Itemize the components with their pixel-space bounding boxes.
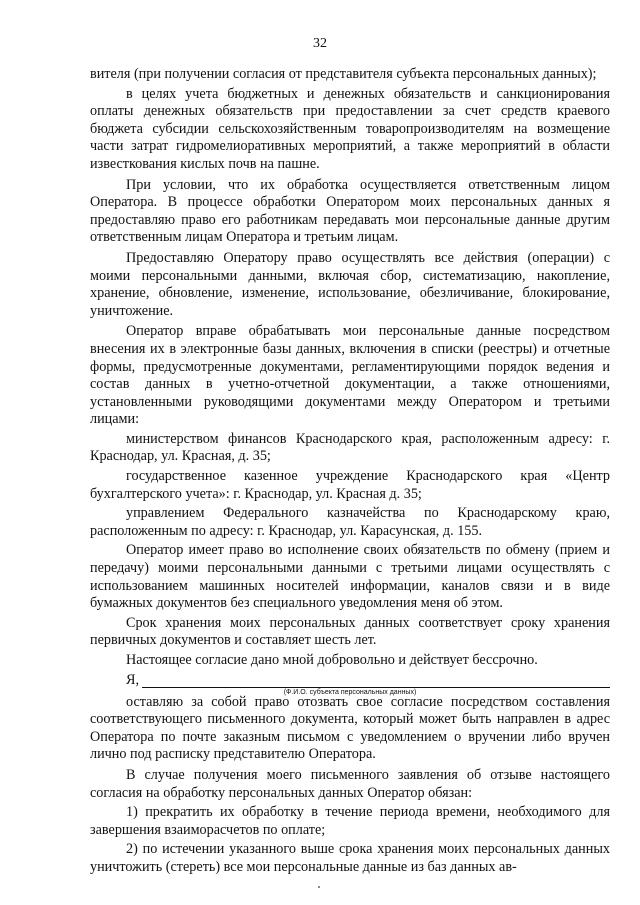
- paragraph-processing-condition: При условии, что их обработка осуществляется ответственным лицом Оператора. В процессе обработки Оператором моих персональных данных я предоставляю право его работникам передавать мои персональные данные другим ответственным лицам Оператора и третьим лицам.: [90, 176, 610, 246]
- paragraph-database-entry: Оператор вправе обрабатывать мои персональные данные посредством внесения их в электронные базы данных, включения в списки (реестры) и отчетные формы, предусмотренные документами, регламентирующими порядок ведения и состав данных в учетно-отчетной документации, а также отношениями, установленными руководящими документами между Оператором и третьими лицами:: [90, 323, 610, 428]
- signature-line: [90, 672, 610, 694]
- paragraph-operator-rights: Предоставляю Оператору право осуществлять все действия (операции) с моими персональными данными, включая сбор, систематизацию, накопление, хранение, обновление, изменение, использование, обезличивание, блокирование, уничтожение.: [90, 249, 610, 319]
- paragraph-treasury: управлением Федерального казначейства по Краснодарскому краю, расположенным по адресу: г. Краснодар, ул. Карасунская, д. 155.: [90, 505, 610, 539]
- signature-caption: (Ф.И.О. субъекта персональных данных): [283, 688, 417, 696]
- paragraph-ministry-finance: министерством финансов Краснодарского края, расположенным адресу: г. Краснодар, ул. Красная, д. 35;: [90, 430, 610, 465]
- paragraph-obligation-2: 2) по истечении указанного выше срока хранения моих персональных данных уничтожить (стереть) все мои персональные данные из баз данных ав-: [90, 841, 610, 875]
- document-body: [90, 66, 610, 879]
- paragraph-continuation: вителя (при получении согласия от представителя субъекта персональных данных);: [90, 66, 597, 82]
- paragraph-obligation-1: 1) прекратить их обработку в течение периода времени, необходимого для завершения взаиморасчетов по оплате;: [90, 804, 610, 838]
- paragraph-storage-period: Срок хранения моих персональных данных соответствует сроку хранения первичных документов и составляет шесть лет.: [90, 614, 610, 649]
- scan-speck: [318, 886, 320, 888]
- signature-rule: [142, 687, 610, 688]
- paragraph-voluntary-consent: Настоящее согласие дано мной добровольно и действует бессрочно.: [126, 652, 538, 668]
- paragraph-accounting-center: государственное казенное учреждение Краснодарского края «Центр бухгалтерского учета»: г. Краснодар, ул. Красная д. 35;: [90, 468, 610, 502]
- paragraph-revocation-right: оставляю за собой право отозвать свое согласие посредством составления соответствующего письменного документа, который может быть направлен в адрес Оператора по почте заказным письмом с уведомлением о вручении либо вручен лично под расписку представителю Оператора.: [90, 693, 610, 763]
- paragraph-revocation-obligations: В случае получения моего письменного заявления об отзыве настоящего согласия на обработку персональных данных Оператор обязан:: [90, 766, 610, 801]
- paragraph-budget-purpose: в целях учета бюджетных и денежных обязательств и санкционирования оплаты денежных обязательств при предоставлении за счет средств краевого бюджета субсидии сельскохозяйственным товаропроизводителям на возмещение части затрат гидромелиоративных мероприятий, а также мероприятий в области известкования кислых почв на пашне.: [90, 85, 610, 172]
- page-number: 32: [313, 36, 327, 51]
- paragraph-third-party-exchange: Оператор имеет право во исполнение своих обязательств по обмену (прием и передачу) моими персональными данными с третьими лицами осуществлять с использованием машинных носителей информации, каналов связи и в виде бумажных документов без специального уведомления меня об этом.: [90, 542, 610, 612]
- signature-label: Я,: [126, 671, 140, 688]
